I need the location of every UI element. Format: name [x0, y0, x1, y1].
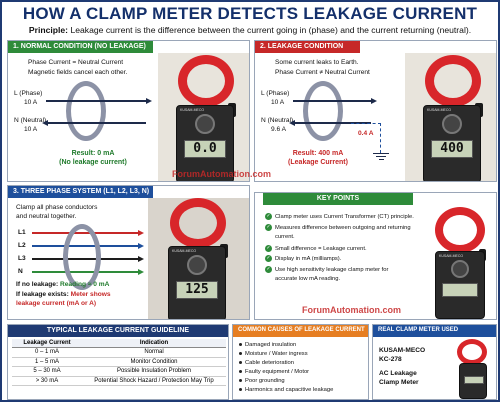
leakage-phase-label: L (Phase) — [261, 90, 290, 97]
three-phase-meter-jaw — [170, 198, 226, 248]
cell-indication: Possible Insulation Problem — [82, 367, 226, 377]
real-meter-brand: KUSAM-MECO — [379, 347, 426, 354]
wire-arrow-l3 — [138, 256, 144, 262]
bullet-icon — [239, 370, 242, 373]
normal-neutral-wire — [46, 122, 146, 124]
normal-meter-dial — [195, 114, 215, 134]
key-points-clamp-meter — [427, 207, 493, 319]
no-leak-prefix: If no leakage: — [16, 281, 59, 288]
normal-ct-ring — [66, 81, 106, 141]
cell-leakage-current: 0 – 1 mA — [12, 348, 82, 358]
wire-label-l1: L1 — [18, 229, 26, 236]
leakage-result-line2: (Leakage Current) — [288, 159, 348, 166]
leakage-line-2: Phase Current ≠ Neutral Current — [275, 69, 370, 76]
key-point-text: Use high sensitivity leakage clamp meter for — [275, 266, 389, 273]
real-meter-header: REAL CLAMP METER USED — [373, 325, 496, 337]
cause-text: Moisture / Water ingress — [245, 351, 308, 357]
key-point-text: current. — [275, 234, 295, 240]
real-meter-lcd — [464, 376, 484, 384]
watermark-top: ForumAutomation.com — [172, 169, 271, 179]
bullet-icon — [239, 379, 242, 382]
cause-text: Faulty equipment / Motor — [245, 369, 310, 375]
normal-neutral-value: 10 A — [24, 126, 38, 133]
bullet-icon — [239, 361, 242, 364]
wire-label-l2: L2 — [18, 242, 26, 249]
key-point-text: Display in mA (milliamps). — [275, 256, 342, 263]
leakage-phase-value: 10 A — [271, 99, 285, 106]
leakage-meter-brand: KUSAM-MECO — [427, 108, 452, 112]
earth-symbol — [373, 153, 389, 161]
leakage-meter-lcd: 400 — [431, 140, 473, 158]
three-phase-meter-brand: KUSAM-MECO — [172, 249, 197, 253]
cell-indication: Normal — [82, 348, 226, 358]
leakage-neutral-arrow — [289, 120, 295, 126]
real-meter-image — [453, 339, 493, 399]
wire-label-l3: L3 — [18, 255, 26, 262]
cause-text: Cable deterioration — [245, 360, 294, 366]
normal-phase-label: L (Phase) — [14, 90, 43, 97]
wire-label-n: N — [18, 268, 23, 275]
check-icon: ✓ — [266, 223, 271, 230]
real-meter-body — [459, 363, 487, 399]
cause-text: Poor grounding — [245, 378, 285, 384]
principle-line — [2, 25, 498, 35]
normal-result — [48, 149, 138, 167]
normal-phase-wire — [46, 100, 146, 102]
panel-leakage-header: 2. LEAKAGE CONDITION — [255, 41, 360, 53]
normal-clamp-meter — [166, 55, 246, 182]
leakage-result — [273, 149, 363, 167]
key-point-item — [265, 224, 411, 233]
panel-key-points — [254, 192, 497, 320]
key-point-text: Clamp meter uses Current Transformer (CT) principle. — [275, 214, 414, 221]
check-icon: ✓ — [266, 244, 271, 251]
three-phase-clamp-meter — [158, 198, 238, 320]
page-title: HOW A CLAMP METER DETECTS LEAKAGE CURRENT — [22, 4, 478, 23]
key-point-text: accurate low mA reading. — [275, 276, 341, 282]
key-point-item — [265, 234, 295, 242]
panel-real-meter — [372, 324, 497, 400]
check-icon: ✓ — [266, 213, 271, 219]
principle-label: Principle: — [28, 25, 69, 35]
list-item — [239, 369, 309, 377]
cause-text: Damaged insulation — [245, 342, 297, 348]
leakage-phase-wire — [293, 100, 371, 102]
normal-line-1: Phase Current = Neutral Current — [28, 59, 124, 66]
leakage-neutral-value: 9.6 A — [271, 126, 287, 133]
list-item — [239, 378, 285, 386]
leakage-result-line1: Result: 400 mA — [292, 150, 344, 157]
panel-causes — [232, 324, 369, 400]
leakage-phase-arrow — [371, 98, 377, 104]
leak-line — [16, 290, 111, 299]
key-point-item — [265, 276, 340, 284]
cell-leakage-current: 5 – 30 mA — [12, 367, 82, 377]
leak-prefix: If leakage exists: — [16, 291, 69, 298]
real-meter-model: KC-278 — [379, 356, 402, 363]
key-point-item — [265, 255, 341, 264]
leak-result: Meter shows — [70, 291, 111, 298]
leakage-meter-dial — [442, 114, 462, 134]
wire-arrow-n — [138, 269, 144, 275]
three-phase-meter-dial — [187, 255, 207, 275]
cell-leakage-current: > 30 mA — [12, 376, 82, 386]
no-leak-line — [16, 280, 109, 289]
normal-phase-arrow — [146, 98, 152, 104]
table-row — [12, 367, 226, 377]
panel-guideline — [7, 324, 229, 400]
panel-three-phase-header: 3. THREE PHASE SYSTEM (L1, L2, L3, N) — [8, 186, 153, 198]
normal-result-line2: (No leakage current) — [59, 159, 127, 166]
principle-text: Leakage current is the difference between the current going in (phase) and the current returning (neutral). — [70, 25, 472, 35]
table-row — [12, 357, 226, 367]
normal-meter-brand: KUSAM-MECO — [180, 108, 205, 112]
key-points-header: KEY POINTS — [263, 193, 413, 205]
guideline-table — [12, 339, 226, 386]
check-icon: ✓ — [266, 265, 271, 272]
table-row — [12, 348, 226, 358]
normal-result-line1: Result: 0 mA — [71, 150, 115, 157]
list-item — [239, 387, 333, 395]
leakage-line-1: Some current leaks to Earth. — [275, 59, 359, 66]
real-meter-desc1: AC Leakage — [379, 370, 417, 377]
key-points-meter-jaw — [435, 207, 485, 253]
three-phase-meter-body — [168, 246, 226, 320]
cause-text: Harmonics and capacitive leakage — [245, 387, 334, 393]
key-point-text: Measures difference between outgoing and returning — [275, 224, 411, 231]
three-phase-line-1: Clamp all phase conductors — [16, 204, 98, 211]
table-row — [12, 376, 226, 386]
real-meter-jaw — [457, 339, 487, 365]
normal-line-2: Magnetic fields cancel each other. — [28, 69, 128, 76]
normal-neutral-label: N (Neutral) — [14, 117, 47, 124]
normal-phase-value: 10 A — [24, 99, 38, 106]
real-meter-desc2: Clamp Meter — [379, 379, 419, 386]
cell-leakage-current: 1 – 5 mA — [12, 357, 82, 367]
key-points-meter-body — [435, 251, 485, 319]
list-item — [239, 351, 308, 359]
key-points-meter-lcd — [442, 283, 478, 297]
panel-normal-header: 1. NORMAL CONDITION (NO LEAKAGE) — [8, 41, 153, 53]
guideline-col-current: Leakage Current — [12, 339, 82, 348]
panel-three-phase — [7, 185, 250, 320]
guideline-header: TYPICAL LEAKAGE CURRENT GUIDELINE — [8, 325, 228, 337]
key-point-text: Small difference = Leakage current. — [275, 245, 367, 252]
normal-meter-jaw — [178, 55, 234, 107]
no-leak-result: Reading ≈ 0 mA — [59, 281, 110, 288]
wire-arrow-l1 — [138, 230, 144, 236]
leakage-meter-jaw — [425, 55, 481, 107]
bullet-icon — [239, 343, 242, 346]
list-item — [239, 360, 294, 368]
leakage-ct-ring — [303, 81, 343, 141]
panel-leakage-condition — [254, 40, 497, 182]
normal-neutral-arrow — [42, 120, 48, 126]
leak-current-value: 0.4 A — [358, 130, 374, 137]
three-phase-meter-lcd: 125 — [176, 281, 218, 299]
check-icon: ✓ — [266, 255, 271, 261]
normal-meter-lcd: 0.0 — [184, 140, 226, 158]
three-phase-line-2: and neutral together. — [16, 213, 77, 220]
guideline-col-indication: Indication — [82, 339, 226, 348]
leakage-meter-body — [423, 105, 481, 182]
bullet-icon — [239, 388, 242, 391]
list-item — [239, 342, 296, 350]
key-points-meter-dial — [451, 260, 469, 278]
watermark-bottom: ForumAutomation.com — [302, 305, 401, 315]
wire-arrow-l2 — [138, 243, 144, 249]
leak-line-2: leakage current (mA or A) — [16, 300, 97, 307]
panel-normal-condition — [7, 40, 250, 182]
cell-indication: Potential Shock Hazard / Protection May Trip — [82, 376, 226, 386]
key-point-item — [265, 266, 388, 275]
key-point-item — [265, 213, 414, 222]
leakage-neutral-label: N (Neutral) — [261, 117, 294, 124]
bullet-icon — [239, 352, 242, 355]
key-point-item — [265, 245, 367, 254]
key-points-meter-brand: KUSAM-MECO — [439, 254, 464, 258]
causes-header: COMMON CAUSES OF LEAKAGE CURRENT — [233, 325, 368, 337]
leakage-clamp-meter — [413, 55, 493, 182]
cell-indication: Monitor Condition — [82, 357, 226, 367]
